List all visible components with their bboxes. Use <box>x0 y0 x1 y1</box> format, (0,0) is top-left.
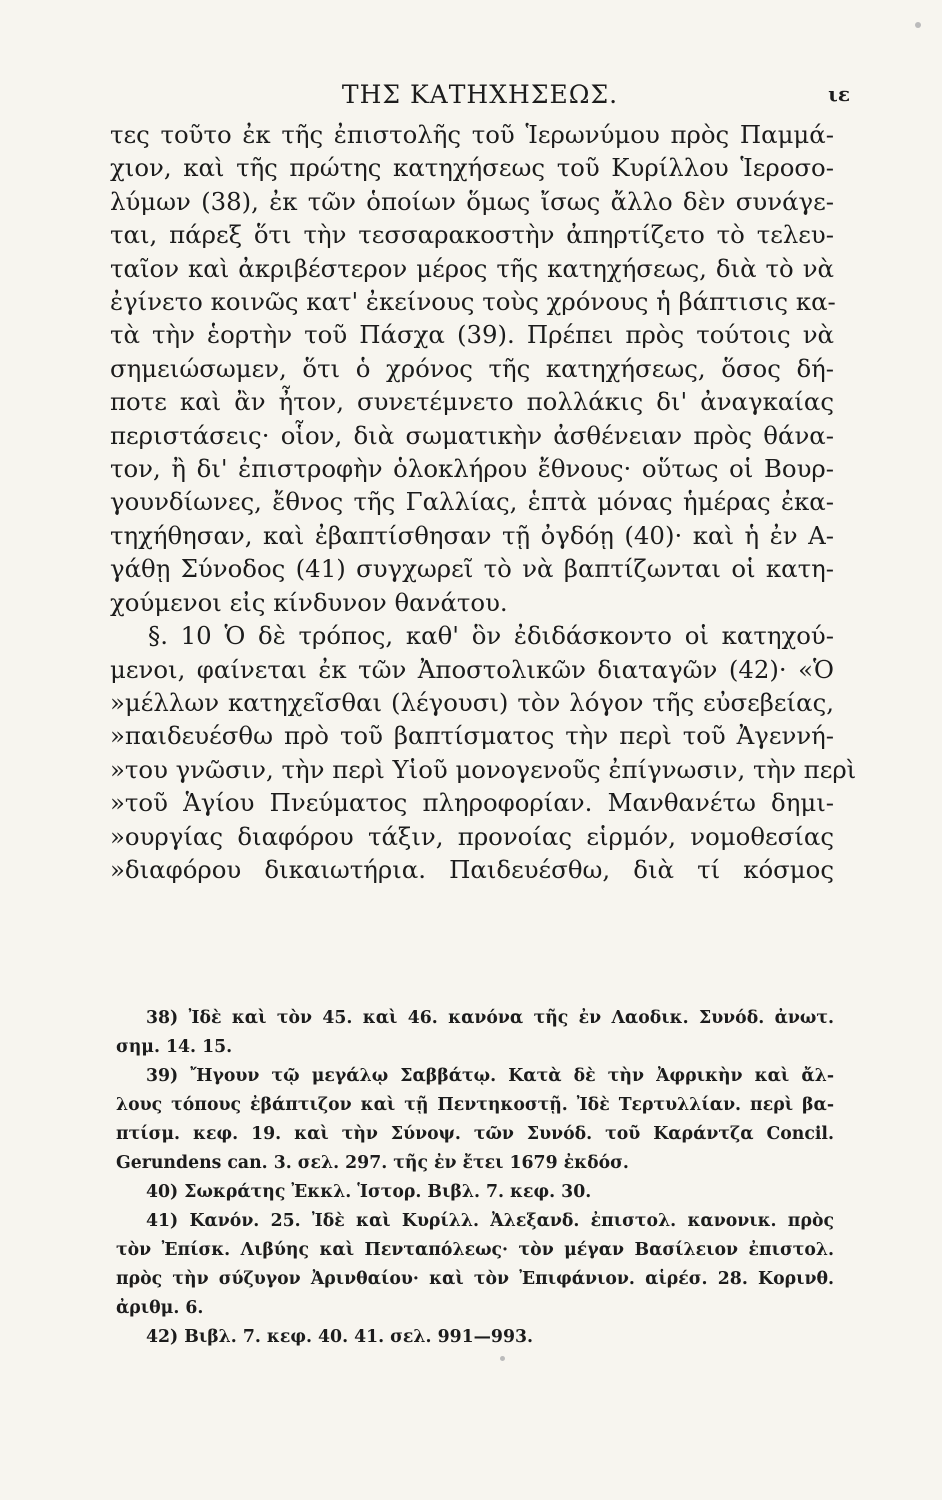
section-heading-line: §. 10 Ὁ δὲ τρόπος, καθ' ὃν ἐδιδάσκοντο οἱ κατηχού- <box>148 621 834 651</box>
footnote-38 <box>116 1004 834 1062</box>
body-line: τον, ἢ δι' ἐπιστροφὴν ὁλοκλήρου ἔθνους· οὕτως οἱ Βουρ- <box>110 454 834 484</box>
footnote-line: Gerundens can. 3. σελ. 297. τῆς ἐν ἔτει 1679 ἐκδόσ. <box>116 1153 629 1173</box>
footnote-42 <box>116 1323 834 1352</box>
body-line: »του γνῶσιν, τὴν περὶ Υἱοῦ μονογενοῦς ἐπίγνωσιν, τὴν περὶ <box>110 754 857 784</box>
body-line: γουνδίωνες, ἔθνος τῆς Γαλλίας, ἑπτὰ μόνας ἡμέρας ἐκα- <box>110 487 834 517</box>
footnote-line: 38) Ἰδὲ καὶ τὸν 45. καὶ 46. κανόνα τῆς ἐν Λαοδικ. Συνόδ. ἀνωτ. <box>146 1008 834 1028</box>
footnote-line: 41) Κανόν. 25. Ἰδὲ καὶ Κυρίλλ. Ἀλεξανδ. ἐπιστολ. κανονικ. πρὸς <box>146 1211 834 1231</box>
body-line: »παιδευέσθω πρὸ τοῦ βαπτίσματος τὴν περὶ τοῦ Ἀγεννή- <box>110 721 834 751</box>
body-line: ται, πάρεξ ὅτι τὴν τεσσαρακοστὴν ἀπηρτίζετο τὸ τελευ- <box>110 220 834 250</box>
footnote-41 <box>116 1207 834 1323</box>
paper-speck <box>500 1356 505 1361</box>
running-title: ΤΗΣ ΚΑΤΗΧΗΣΕΩΣ. <box>341 80 619 109</box>
footnotes <box>116 1004 834 1352</box>
body-line: γάθῃ Σύνοδος (41) συγχωρεῖ τὸ νὰ βαπτίζωνται οἱ κατη- <box>110 554 834 584</box>
body-line: μενοι, φαίνεται ἐκ τῶν Ἀποστολικῶν διαταγῶν (42)· «Ὁ <box>110 654 834 684</box>
paper-speck <box>915 22 921 28</box>
page-header <box>110 80 850 116</box>
body-line: ποτε καὶ ἂν ἦτον, συνετέμνετο πολλάκις δι' ἀναγκαίας <box>110 387 834 417</box>
footnote-line: 40) Σωκράτης Ἐκκλ. Ἱστορ. Βιβλ. 7. κεφ. 30. <box>146 1182 592 1202</box>
footnote-line: πρὸς τὴν σύζυγον Ἀρινθαίου· καὶ τὸν Ἐπιφάνιον. αἱρέσ. 28. Κορινθ. <box>116 1269 834 1289</box>
body-line: τηχήθησαν, καὶ ἐβαπτίσθησαν τῇ ὀγδόῃ (40)· καὶ ἡ ἐν Α- <box>110 520 834 550</box>
body-line: »διαφόρου δικαιωτήρια. Παιδευέσθω, διὰ τί κόσμος <box>110 854 834 884</box>
body-line: »μέλλων κατηχεῖσθαι (λέγουσι) τὸν λόγον τῆς εὐσεβείας, <box>110 687 834 717</box>
body-line: ἐγίνετο κοινῶς κατ' ἐκείνους τοὺς χρόνους ἡ βάπτισις κα- <box>110 287 836 317</box>
body-line: περιστάσεις· οἷον, διὰ σωματικὴν ἀσθένειαν πρὸς θάνα- <box>110 420 834 450</box>
body-line: τὰ τὴν ἑορτὴν τοῦ Πάσχα (39). Πρέπει πρὸς τούτοις νὰ <box>110 320 834 350</box>
body-line: ταῖον καὶ ἀκριβέστερον μέρος τῆς κατηχήσεως, διὰ τὸ νὰ <box>110 253 834 283</box>
body-line: χούμενοι εἰς κίνδυνον θανάτου. <box>110 587 508 617</box>
footnote-line: πτίσμ. κεφ. 19. καὶ τὴν Σύνοψ. τῶν Συνόδ. τοῦ Καράντζα Concil. <box>116 1124 834 1144</box>
footnote-line: τὸν Ἐπίσκ. Λιβύης καὶ Πενταπόλεως· τὸν μέγαν Βασίλειον ἐπιστολ. <box>116 1240 834 1260</box>
footnote-39 <box>116 1062 834 1178</box>
footnote-line: σημ. 14. 15. <box>116 1037 233 1057</box>
body-line: »ουργίας διαφόρου τάξιν, προνοίας εἱρμόν, νομοθεσίας <box>110 821 834 851</box>
body-line: λύμων (38), ἐκ τῶν ὁποίων ὅμως ἴσως ἄλλο δὲν συνάγε- <box>110 186 834 216</box>
body-text <box>110 118 857 886</box>
body-line: σημειώσωμεν, ὅτι ὁ χρόνος τῆς κατηχήσεως, ὅσος δή- <box>110 353 834 383</box>
body-line: τες τοῦτο ἐκ τῆς ἐπιστολῆς τοῦ Ἱερωνύμου πρὸς Παμμά- <box>110 120 834 149</box>
footnote-line: 39) Ἤγουν τῷ μεγάλῳ Σαββάτῳ. Κατὰ δὲ τὴν Ἀφρικὴν καὶ ἄλ- <box>146 1066 834 1086</box>
page-number: ιε <box>828 82 850 106</box>
footnote-40 <box>116 1178 834 1207</box>
body-line: »τοῦ Ἁγίου Πνεύματος πληροφορίαν. Μανθανέτω δημι- <box>110 788 834 818</box>
footnote-line: ἀριθμ. 6. <box>116 1298 204 1318</box>
footnote-line: λους τόπους ἐβάπτιζον καὶ τῇ Πεντηκοστῇ. Ἰδὲ Τερτυλλίαν. περὶ βα- <box>116 1095 834 1115</box>
footnote-line: 42) Βιβλ. 7. κεφ. 40. 41. σελ. 991—993. <box>146 1327 534 1347</box>
body-line: χιον, καὶ τῆς πρώτης κατηχήσεως τοῦ Κυρίλλου Ἱεροσο- <box>110 153 834 183</box>
